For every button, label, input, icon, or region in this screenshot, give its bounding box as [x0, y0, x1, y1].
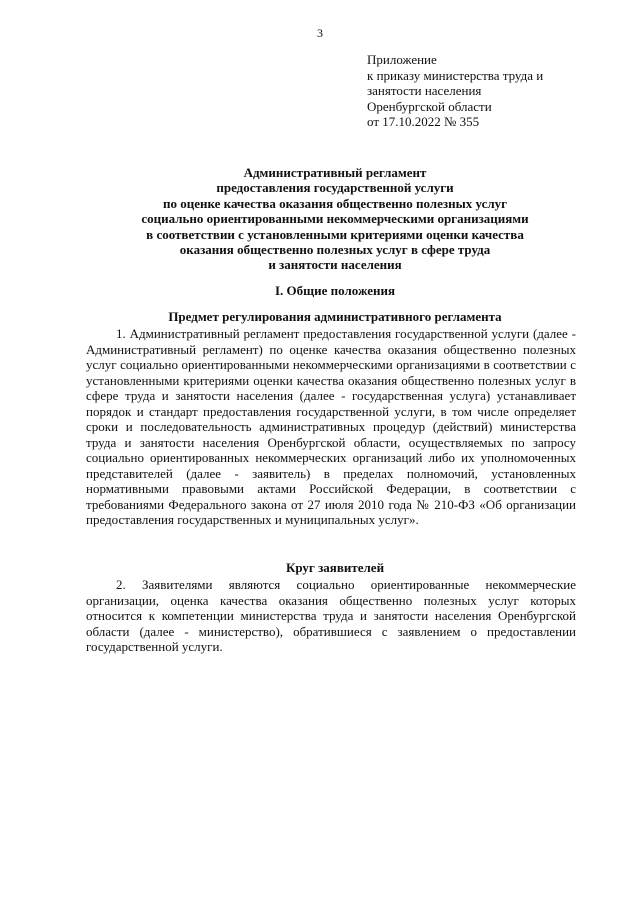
appendix-block [367, 52, 543, 130]
appendix-line: от 17.10.2022 № 355 [367, 114, 480, 129]
title-line: в соответствии с установленными критериями оценки качества [146, 226, 524, 242]
title-line: по оценке качества оказания общественно полезных услуг [162, 195, 508, 211]
title-line: оказания общественно полезных услуг в сфере труда [179, 242, 491, 258]
subsection-heading: Круг заявителей [285, 560, 385, 575]
paragraph-2: 2. Заявителями являются социально ориентированные некоммерческие организации, оценка качества оказания общественно полезных услуг которых относится к компетенции министерства труда и занятости населения Оренбургской области (далее - министерство), обратившиеся с заявлением о предоставлении государственной услуги. [86, 577, 576, 654]
appendix-line: Оренбургской области [367, 98, 492, 114]
document-title [95, 165, 575, 273]
title-line: социально ориентированными некоммерческими организациями [141, 211, 529, 227]
appendix-line: Приложение [367, 52, 437, 67]
appendix-line: занятости населения [367, 83, 482, 98]
appendix-line: к приказу министерства труда и [367, 67, 544, 83]
paragraph-1: 1. Административный регламент предоставления государственной услуги (далее - Административный регламент) по оценке качества оказания общественно полезных услуг социально ориентированными некоммерческими организациями в соответствии с установленными критериями оценки качества оказания общественно полезных услуг в сфере труда и занятости населения (далее - государственная услуга) устанавливает порядок и стандарт предоставления государственной услуги, в том числе определяет сроки и последовательность административных процедур (действий) министерства труда и занятости населения Оренбургской области, осуществляемых по запросу социально ориентированных некоммерческих организаций либо их уполномоченных представителей (далее - заявитель) в пределах полномочий, установленных нормативными правовыми актами Российской Федерации, в соответствии с требованиями Федерального закона от 27 июля 2010 года № 210-ФЗ «Об организации предоставления государственных и муниципальных услуг». [86, 326, 576, 527]
title-line: Административный регламент [243, 165, 427, 180]
title-line: предоставления государственной услуги [216, 180, 454, 196]
subsection-heading: Предмет регулирования административного регламента [168, 309, 502, 324]
title-line: и занятости населения [268, 257, 402, 273]
section-heading: I. Общие положения [275, 283, 395, 298]
page-number: 3 [317, 26, 323, 40]
